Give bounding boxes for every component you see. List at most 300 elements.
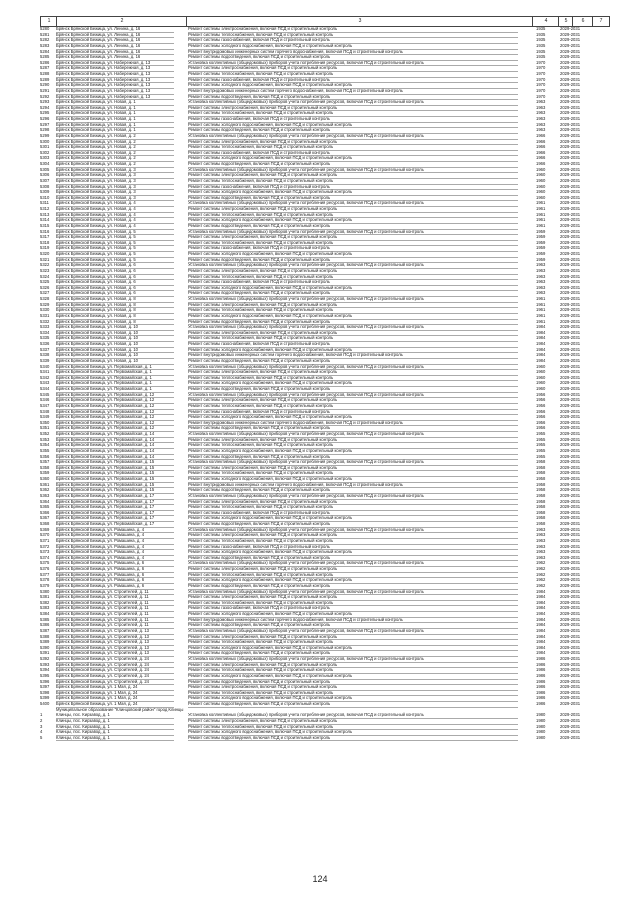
row-year: 1960 bbox=[536, 183, 546, 189]
row-year: 1962 bbox=[536, 577, 546, 583]
row-year: 1962 bbox=[536, 566, 546, 571]
row-address: Брянск Брянской Бежица, ул. Первомайская, д. 15 bbox=[56, 487, 174, 494]
row-work-type: Установка коллективных (общедомовых) приборов учета потребления ресурсов, включая ПСД и строительный контроль bbox=[188, 493, 518, 500]
row-work-type: Установка коллективных (общедомовых) приборов учета потребления ресурсов, включая ПСД и строительный контроль bbox=[188, 560, 518, 567]
row-number: 5321 bbox=[40, 256, 50, 262]
row-address: Брянск Брянской Бежица, ул. Первомайская, д. 1 bbox=[56, 380, 174, 387]
row-year: 1986 bbox=[536, 689, 546, 695]
row-address: Брянск Брянской Бежица, ул. Новая, д. 8 bbox=[56, 296, 174, 303]
row-period: 2029-2031 bbox=[560, 251, 581, 256]
row-period: 2029-2031 bbox=[560, 144, 581, 150]
row-address: Брянск Брянской Бежица, ул. Строителей, д. 13 bbox=[56, 634, 174, 641]
row-address: Брянск Брянской Бежица, ул. 1 Мая, д. 24 bbox=[56, 690, 174, 697]
row-year: 1984 bbox=[536, 594, 546, 600]
row-year: 1958 bbox=[536, 481, 546, 487]
row-work-type: Ремонт системы водоотведения, включая ПСД и строительный контроль bbox=[188, 701, 518, 708]
row-number: 5305 bbox=[40, 166, 50, 172]
row-work-type: Ремонт системы водоотведения, включая ПСД и строительный контроль bbox=[188, 195, 518, 202]
row-number: 5364 bbox=[40, 498, 50, 504]
row-address: Брянск Брянской Бежица, ул. Ленина, д. 16 bbox=[56, 54, 174, 61]
row-work-type: Ремонт системы электроснабжения, включая ПСД и строительный контроль bbox=[188, 268, 518, 275]
row-address: Брянск Брянской Бежица, ул. Первомайская, д. 12 bbox=[56, 414, 174, 421]
row-number: 5325 bbox=[40, 279, 50, 285]
row-work-type: Ремонт системы электроснабжения, включая ПСД и строительный контроль bbox=[188, 566, 518, 573]
row-period: 2029-2031 bbox=[560, 678, 581, 684]
row-period: 2029-2031 bbox=[560, 633, 581, 639]
row-number: 5390 bbox=[40, 644, 50, 650]
row-work-type: Ремонт системы холодного водоснабжения, включая ПСД и строительный контроль bbox=[188, 549, 518, 556]
row-work-type: Ремонт системы теплоснабжения, включая ПСД и строительный контроль bbox=[188, 178, 518, 185]
row-period: 2029-2031 bbox=[560, 492, 581, 498]
row-number: 5385 bbox=[40, 616, 50, 622]
row-work-type: Ремонт системы электроснабжения, включая ПСД и строительный контроль bbox=[188, 172, 518, 179]
row-address: Брянск Брянской Бежица, ул. Первомайская, д. 17 bbox=[56, 515, 174, 522]
row-work-type: Ремонт системы холодного водоснабжения, включая ПСД и строительный контроль bbox=[188, 285, 518, 292]
row-year: 1961 bbox=[536, 200, 546, 206]
row-year: 1959 bbox=[536, 239, 546, 245]
row-address: Брянск Брянской Бежица, ул. Набережная, д. 13 bbox=[56, 88, 174, 95]
row-year: 1960 bbox=[536, 172, 546, 178]
row-address: Брянск Брянской Бежица, ул. Ромашина, д. 4 bbox=[56, 527, 174, 534]
row-period: 2029-2031 bbox=[560, 386, 581, 391]
row-period: 2029-2031 bbox=[560, 71, 581, 76]
row-period: 2029-2031 bbox=[560, 571, 581, 577]
row-work-type: Ремонт системы водоотведения, включая ПСД и строительный контроль bbox=[188, 425, 518, 432]
row-year: 1960 bbox=[536, 374, 546, 380]
row-period: 2029-2031 bbox=[560, 149, 581, 155]
row-number: 5323 bbox=[40, 267, 50, 273]
row-period: 2029-2031 bbox=[560, 431, 581, 436]
row-work-type: Ремонт системы теплоснабжения, включая ПСД и строительный контроль bbox=[188, 572, 518, 579]
row-address: Брянск Брянской Бежица, ул. Новая, д. 6 bbox=[56, 290, 174, 297]
row-year: 1980 bbox=[536, 712, 546, 718]
row-number: 5353 bbox=[40, 436, 50, 442]
row-year: 1963 bbox=[536, 279, 546, 285]
row-period: 2029-2031 bbox=[560, 532, 581, 538]
row-number: 5338 bbox=[40, 352, 50, 358]
row-address: Брянск Брянской Бежица, ул. Первомайская, д. 14 bbox=[56, 448, 174, 455]
row-work-type: Ремонт системы электроснабжения, включая ПСД и строительный контроль bbox=[188, 369, 518, 376]
row-address: Брянск Брянской Бежица, ул. Новая, д. 6 bbox=[56, 279, 174, 286]
row-number: 4 bbox=[40, 729, 43, 735]
row-work-type: Ремонт системы газоснабжения, включая ПСД и строительный контроль bbox=[188, 544, 518, 551]
row-work-type: Ремонт системы теплоснабжения, включая ПСД и строительный контроль bbox=[188, 667, 518, 674]
row-address: Брянск Брянской Бежица, ул. 1 Мая, д. 24 bbox=[56, 695, 174, 702]
row-number: 5296 bbox=[40, 116, 50, 121]
row-number: 5327 bbox=[40, 290, 50, 296]
row-address: Брянск Брянской Бежица, ул. Первомайская, д. 14 bbox=[56, 454, 174, 461]
row-number: 5358 bbox=[40, 464, 50, 470]
row-number: 5335 bbox=[40, 335, 50, 341]
row-work-type: Ремонт системы газоснабжения, включая ПСД и строительный контроль bbox=[188, 77, 518, 84]
row-address: Брянск Брянской Бежица, ул. Первомайская, д. 15 bbox=[56, 459, 174, 466]
row-year: 1986 bbox=[536, 672, 546, 678]
row-period: 2029-2031 bbox=[560, 222, 581, 228]
row-year: 1963 bbox=[536, 104, 546, 110]
row-address: Муниципальное образование "Клинцовский район" город Клинцы bbox=[56, 706, 184, 712]
row-period: 2029-2031 bbox=[560, 425, 581, 431]
row-period: 2029-2031 bbox=[560, 194, 581, 200]
row-work-type: Установка коллективных (общедомовых) приборов учета потребления ресурсов, включая ПСД и строительный контроль bbox=[188, 229, 518, 236]
row-period: 2029-2031 bbox=[560, 459, 581, 465]
row-year: 1986 bbox=[536, 678, 546, 684]
row-year: 1966 bbox=[536, 132, 546, 138]
row-number: 5371 bbox=[40, 537, 50, 543]
row-period: 2029-2031 bbox=[560, 245, 581, 251]
row-work-type: Ремонт системы теплоснабжения, включая ПСД и строительный контроль bbox=[188, 504, 518, 511]
row-year: 1963 bbox=[536, 267, 546, 273]
row-work-type: Ремонт системы холодного водоснабжения, включая ПСД и строительный контроль bbox=[188, 189, 518, 196]
row-work-type: Установка коллективных (общедомовых) приборов учета потребления ресурсов, включая ПСД и строительный контроль bbox=[188, 459, 518, 466]
row-address: Клинцы, пос. Кирзавод, д. 1 bbox=[56, 724, 174, 731]
row-period: 2029-2031 bbox=[560, 284, 581, 290]
row-work-type: Ремонт системы электроснабжения, включая ПСД и строительный контроль bbox=[188, 634, 518, 641]
row-year: 1959 bbox=[536, 234, 546, 240]
row-year: 1958 bbox=[536, 521, 546, 526]
row-work-type: Ремонт системы водоотведения, включая ПСД и строительный контроль bbox=[188, 94, 518, 101]
row-period: 2029-2031 bbox=[560, 464, 581, 470]
row-address: Брянск Брянской Бежица, ул. Ромашина, д. 6 bbox=[56, 566, 174, 573]
row-period: 2029-2031 bbox=[560, 341, 581, 346]
row-period: 2029-2031 bbox=[560, 644, 581, 650]
row-work-type: Ремонт системы холодного водоснабжения, включая ПСД и строительный контроль bbox=[188, 729, 518, 736]
row-address: Брянск Брянской Бежица, ул. Новая, д. 8 bbox=[56, 307, 174, 314]
row-year: 1984 bbox=[536, 639, 546, 645]
row-address: Брянск Брянской Бежица, ул. Новая, д. 4 bbox=[56, 217, 174, 224]
row-work-type: Ремонт системы холодного водоснабжения, включая ПСД и строительный контроль bbox=[188, 515, 518, 522]
row-number: 5282 bbox=[40, 37, 50, 43]
row-period: 2029-2031 bbox=[560, 402, 581, 408]
row-number: 5333 bbox=[40, 324, 50, 330]
row-year: 1980 bbox=[536, 717, 546, 723]
row-work-type: Ремонт системы водоотведения, включая ПСД и строительный контроль bbox=[188, 622, 518, 629]
program-table bbox=[0, 26, 640, 740]
row-period: 2029-2031 bbox=[560, 121, 581, 127]
row-period: 2029-2031 bbox=[560, 65, 581, 71]
row-year: 1958 bbox=[536, 492, 546, 498]
row-number: 5312 bbox=[40, 206, 50, 211]
row-work-type: Ремонт системы холодного водоснабжения, включая ПСД и строительный контроль bbox=[188, 645, 518, 652]
row-address: Брянск Брянской Бежица, ул. Первомайская, д. 17 bbox=[56, 504, 174, 511]
row-work-type: Ремонт системы электроснабжения, включая ПСД и строительный контроль bbox=[188, 437, 518, 444]
row-number: 5319 bbox=[40, 245, 50, 251]
row-year: 1956 bbox=[536, 397, 546, 403]
row-address: Брянск Брянской Бежица, ул. Новая, д. 1 bbox=[56, 127, 174, 134]
row-number: 5367 bbox=[40, 515, 50, 521]
row-period: 2029-2031 bbox=[560, 256, 581, 262]
row-number: 5288 bbox=[40, 71, 50, 76]
row-period: 2029-2031 bbox=[560, 566, 581, 571]
row-period: 2029-2031 bbox=[560, 318, 581, 324]
row-year: 1961 bbox=[536, 211, 546, 217]
row-work-type bbox=[188, 707, 518, 708]
row-work-type: Установка коллективных (общедомовых) приборов учета потребления ресурсов, включая ПСД и строительный контроль bbox=[188, 656, 518, 663]
row-year: 1961 bbox=[536, 307, 546, 313]
row-period: 2029-2031 bbox=[560, 436, 581, 442]
row-year: 1958 bbox=[536, 459, 546, 465]
row-period: 2029-2031 bbox=[560, 605, 581, 611]
row-year: 1963 bbox=[536, 121, 546, 127]
row-work-type: Ремонт системы электроснабжения, включая ПСД и строительный контроль bbox=[188, 465, 518, 472]
row-number: 5287 bbox=[40, 65, 50, 71]
row-period: 2029-2031 bbox=[560, 588, 581, 594]
row-number: 5307 bbox=[40, 177, 50, 183]
row-year: 1955 bbox=[536, 447, 546, 453]
row-period: 2029-2031 bbox=[560, 279, 581, 285]
row-address: Брянск Брянской Бежица, ул. Ромашина, д. 6 bbox=[56, 577, 174, 584]
row-number: 5304 bbox=[40, 161, 50, 166]
row-address: Брянск Брянской Бежица, ул. Ленина, д. 16 bbox=[56, 49, 174, 56]
row-year: 1966 bbox=[536, 138, 546, 144]
row-period: 2029-2031 bbox=[560, 656, 581, 661]
row-number: 5331 bbox=[40, 312, 50, 318]
row-address: Брянск Брянской Бежица, ул. Набережная, д. 13 bbox=[56, 60, 174, 67]
row-work-type: Ремонт внутридомовых инженерных систем горячего водоснабжения, включая ПСД и строительный контроль bbox=[188, 49, 518, 56]
row-period: 2029-2031 bbox=[560, 99, 581, 105]
row-year: 1963 bbox=[536, 284, 546, 290]
row-work-type: Ремонт системы теплоснабжения, включая ПСД и строительный контроль bbox=[188, 144, 518, 151]
row-number: 5386 bbox=[40, 622, 50, 628]
row-address: Клинцы, пос. Кирзавод, д. 1 bbox=[56, 735, 174, 742]
row-address: Брянск Брянской Бежица, ул. Новая, д. 3 bbox=[56, 178, 174, 185]
row-number: 5350 bbox=[40, 419, 50, 425]
row-year: 1966 bbox=[536, 155, 546, 161]
row-period: 2029-2031 bbox=[560, 87, 581, 93]
row-work-type: Ремонт системы холодного водоснабжения, включая ПСД и строительный контроль bbox=[188, 122, 518, 129]
row-number: 5379 bbox=[40, 582, 50, 588]
row-number: 5290 bbox=[40, 82, 50, 88]
row-work-type: Ремонт системы теплоснабжения, включая ПСД и строительный контроль bbox=[188, 538, 518, 545]
row-year: 1963 bbox=[536, 532, 546, 538]
row-work-type: Ремонт системы водоотведения, включая ПСД и строительный контроль bbox=[188, 650, 518, 657]
row-year: 1984 bbox=[536, 341, 546, 346]
row-period: 2029-2031 bbox=[560, 262, 581, 268]
row-period: 2029-2031 bbox=[560, 155, 581, 161]
row-address: Брянск Брянской Бежица, ул. Новая, д. 1 bbox=[56, 116, 174, 123]
header-col-6: 6 bbox=[572, 16, 593, 27]
row-number: 5328 bbox=[40, 296, 50, 301]
row-work-type: Установка коллективных (общедомовых) приборов учета потребления ресурсов, включая ПСД и строительный контроль bbox=[188, 527, 518, 534]
row-number: 5376 bbox=[40, 566, 50, 571]
row-work-type: Установка коллективных (общедомовых) приборов учета потребления ресурсов, включая ПСД и строительный контроль bbox=[188, 60, 518, 67]
row-work-type: Ремонт системы водоотведения, включая ПСД и строительный контроль bbox=[188, 161, 518, 168]
row-number: 5326 bbox=[40, 284, 50, 290]
row-address: Брянск Брянской Бежица, ул. 1 Мая, д. 24 bbox=[56, 684, 174, 691]
row-address: Брянск Брянской Бежица, ул. Строителей, д. 11 bbox=[56, 605, 174, 612]
row-number: 5302 bbox=[40, 149, 50, 155]
row-address: Брянск Брянской Бежица, ул. Ромашина, д. 4 bbox=[56, 555, 174, 562]
row-year: 1959 bbox=[536, 256, 546, 262]
row-address: Брянск Брянской Бежица, ул. Новая, д. 3 bbox=[56, 184, 174, 191]
row-year: 1984 bbox=[536, 357, 546, 363]
row-year: 1959 bbox=[536, 245, 546, 251]
row-period: 2029-2031 bbox=[560, 521, 581, 526]
row-address: Брянск Брянской Бежица, ул. Первомайская, д. 17 bbox=[56, 493, 174, 500]
row-work-type: Ремонт системы холодного водоснабжения, включая ПСД и строительный контроль bbox=[188, 695, 518, 702]
table-row bbox=[0, 735, 640, 741]
row-year: 1984 bbox=[536, 611, 546, 616]
row-number: 5389 bbox=[40, 639, 50, 645]
row-number: 5311 bbox=[40, 200, 50, 206]
row-number: 5309 bbox=[40, 189, 50, 195]
row-year: 1970 bbox=[536, 59, 546, 65]
row-number: 5334 bbox=[40, 329, 50, 335]
row-work-type: Ремонт системы электроснабжения, включая ПСД и строительный контроль bbox=[188, 718, 518, 725]
row-address: Брянск Брянской Бежица, ул. Первомайская, д. 14 bbox=[56, 437, 174, 444]
row-address: Брянск Брянской Бежица, ул. Новая, д. 6 bbox=[56, 274, 174, 281]
row-work-type: Ремонт системы газоснабжения, включая ПСД и строительный контроль bbox=[188, 510, 518, 517]
row-period: 2029-2031 bbox=[560, 515, 581, 521]
row-work-type: Ремонт системы электроснабжения, включая ПСД и строительный контроль bbox=[188, 139, 518, 146]
row-address: Клинцы, пос. Кирзавод, д. 1 bbox=[56, 718, 174, 725]
row-number: 5314 bbox=[40, 217, 50, 223]
row-year: 1956 bbox=[536, 402, 546, 408]
row-period: 2029-2031 bbox=[560, 189, 581, 195]
row-period: 2029-2031 bbox=[560, 59, 581, 65]
row-year: 1960 bbox=[536, 363, 546, 369]
row-period: 2029-2031 bbox=[560, 470, 581, 476]
row-number: 5281 bbox=[40, 31, 50, 37]
row-address: Брянск Брянской Бежица, ул. Строителей, д. 11 bbox=[56, 611, 174, 618]
row-period: 2029-2031 bbox=[560, 54, 581, 60]
row-year: 1984 bbox=[536, 346, 546, 352]
row-address: Брянск Брянской Бежица, ул. Новая, д. 4 bbox=[56, 206, 174, 213]
row-period: 2029-2031 bbox=[560, 211, 581, 217]
row-work-type: Ремонт системы электроснабжения, включая ПСД и строительный контроль bbox=[188, 206, 518, 213]
row-number: 5399 bbox=[40, 695, 50, 701]
row-number: 5374 bbox=[40, 554, 50, 560]
row-period: 2029-2031 bbox=[560, 526, 581, 532]
row-number: 5299 bbox=[40, 132, 50, 138]
row-year: 1955 bbox=[536, 431, 546, 436]
row-address: Брянск Брянской Бежица, ул. Ромашина, д. 6 bbox=[56, 583, 174, 590]
row-work-type: Установка коллективных (общедомовых) приборов учета потребления ресурсов, включая ПСД и строительный контроль bbox=[188, 628, 518, 635]
row-work-type: Ремонт системы водоотведения, включая ПСД и строительный контроль bbox=[188, 583, 518, 590]
row-number: 5345 bbox=[40, 391, 50, 397]
row-number: 5283 bbox=[40, 42, 50, 48]
row-year: 1961 bbox=[536, 318, 546, 324]
row-work-type: Ремонт системы холодного водоснабжения, включая ПСД и строительный контроль bbox=[188, 43, 518, 50]
row-year: 1959 bbox=[536, 251, 546, 256]
row-address: Брянск Брянской Бежица, ул. Ромашина, д. 4 bbox=[56, 544, 174, 551]
row-year: 1963 bbox=[536, 554, 546, 560]
row-period: 2029-2031 bbox=[560, 239, 581, 245]
row-year: 1970 bbox=[536, 87, 546, 93]
row-work-type: Ремонт системы электроснабжения, включая ПСД и строительный контроль bbox=[188, 532, 518, 539]
row-work-type: Ремонт системы электроснабжения, включая ПСД и строительный контроль bbox=[188, 662, 518, 669]
row-number: 5393 bbox=[40, 661, 50, 667]
row-work-type: Установка коллективных (общедомовых) приборов учета потребления ресурсов, включая ПСД и строительный контроль bbox=[188, 324, 518, 331]
row-address: Брянск Брянской Бежица, ул. Новая, д. 6 bbox=[56, 262, 174, 269]
row-number: 5308 bbox=[40, 183, 50, 189]
row-work-type: Ремонт системы водоотведения, включая ПСД и строительный контроль bbox=[188, 386, 518, 393]
row-work-type: Ремонт системы теплоснабжения, включая ПСД и строительный контроль bbox=[188, 274, 518, 281]
row-work-type: Ремонт системы водоотведения, включая ПСД и строительный контроль bbox=[188, 358, 518, 365]
row-year: 1961 bbox=[536, 301, 546, 307]
row-number: 5351 bbox=[40, 425, 50, 431]
row-year: 1962 bbox=[536, 560, 546, 566]
row-year: 1935 bbox=[536, 31, 546, 37]
row-period: 2029-2031 bbox=[560, 701, 581, 706]
row-address: Брянск Брянской Бежица, ул. Новая, д. 6 bbox=[56, 285, 174, 292]
row-year: 1970 bbox=[536, 71, 546, 76]
row-work-type: Ремонт системы газоснабжения, включая ПСД и строительный контроль bbox=[188, 341, 518, 348]
row-number: 5395 bbox=[40, 672, 50, 678]
row-period: 2029-2031 bbox=[560, 672, 581, 678]
row-year: 1959 bbox=[536, 228, 546, 234]
row-address: Брянск Брянской Бежица, ул. Новая, д. 3 bbox=[56, 189, 174, 196]
row-period: 2029-2031 bbox=[560, 228, 581, 234]
row-number: 5384 bbox=[40, 611, 50, 616]
row-address: Брянск Брянской Бежица, ул. Новая, д. 4 bbox=[56, 212, 174, 219]
row-work-type: Установка коллективных (общедомовых) приборов учета потребления ресурсов, включая ПСД и строительный контроль bbox=[188, 392, 518, 399]
row-work-type: Ремонт системы теплоснабжения, включая ПСД и строительный контроль bbox=[188, 639, 518, 646]
row-address: Брянск Брянской Бежица, ул. Новая, д. 3 bbox=[56, 195, 174, 202]
row-number: 5336 bbox=[40, 341, 50, 346]
row-period: 2029-2031 bbox=[560, 723, 581, 729]
row-period: 2029-2031 bbox=[560, 217, 581, 223]
row-year: 1984 bbox=[536, 644, 546, 650]
row-work-type: Ремонт внутридомовых инженерных систем горячего водоснабжения, включая ПСД и строительный контроль bbox=[188, 482, 518, 489]
row-address: Брянск Брянской Бежица, ул. Ромашина, д. 4 bbox=[56, 549, 174, 556]
row-period: 2029-2031 bbox=[560, 324, 581, 330]
row-work-type: Ремонт системы электроснабжения, включая ПСД и строительный контроль bbox=[188, 499, 518, 506]
row-number: 5372 bbox=[40, 543, 50, 549]
row-year: 1956 bbox=[536, 419, 546, 425]
row-number: 5369 bbox=[40, 526, 50, 532]
row-number: 5354 bbox=[40, 442, 50, 448]
row-year: 1986 bbox=[536, 667, 546, 673]
row-year: 1956 bbox=[536, 414, 546, 420]
header-col-4: 4 bbox=[532, 16, 559, 27]
row-work-type: Ремонт системы газоснабжения, включая ПСД и строительный контроль bbox=[188, 409, 518, 416]
row-year: 1958 bbox=[536, 470, 546, 476]
row-year: 1958 bbox=[536, 509, 546, 515]
row-address: Брянск Брянской Бежица, ул. Первомайская, д. 1 bbox=[56, 364, 174, 371]
row-address: Брянск Брянской Бежица, ул. Строителей, д. 13 bbox=[56, 650, 174, 657]
row-number: 5396 bbox=[40, 678, 50, 684]
row-address: Брянск Брянской Бежица, ул. Первомайская, д. 12 bbox=[56, 425, 174, 432]
row-period: 2029-2031 bbox=[560, 537, 581, 543]
row-work-type: Ремонт системы электроснабжения, включая ПСД и строительный контроль bbox=[188, 105, 518, 112]
row-address: Брянск Брянской Бежица, ул. Новая, д. 4 bbox=[56, 200, 174, 207]
row-year: 1984 bbox=[536, 335, 546, 341]
row-period: 2029-2031 bbox=[560, 116, 581, 121]
row-year: 1984 bbox=[536, 627, 546, 633]
row-period: 2029-2031 bbox=[560, 616, 581, 622]
row-year: 1955 bbox=[536, 442, 546, 448]
row-work-type: Ремонт системы водоотведения, включая ПСД и строительный контроль bbox=[188, 679, 518, 686]
row-number: 5286 bbox=[40, 59, 50, 65]
row-period: 2029-2031 bbox=[560, 82, 581, 88]
row-number: 3 bbox=[40, 723, 43, 729]
row-year: 1960 bbox=[536, 166, 546, 172]
row-work-type: Ремонт системы водоотведения, включая ПСД и строительный контроль bbox=[188, 555, 518, 562]
row-period: 2029-2031 bbox=[560, 329, 581, 335]
row-work-type: Ремонт системы теплоснабжения, включая ПСД и строительный контроль bbox=[188, 335, 518, 342]
row-address: Брянск Брянской Бежица, ул. Новая, д. 1 bbox=[56, 105, 174, 112]
row-address: Брянск Брянской Бежица, ул. Первомайская, д. 17 bbox=[56, 521, 174, 528]
row-number: 5360 bbox=[40, 476, 50, 481]
row-year: 1956 bbox=[536, 425, 546, 431]
row-number: 5292 bbox=[40, 93, 50, 99]
row-number: 5363 bbox=[40, 492, 50, 498]
row-address: Брянск Брянской Бежица, ул. Новая, д. 10 bbox=[56, 347, 174, 354]
row-work-type: Ремонт системы газоснабжения, включая ПСД и строительный контроль bbox=[188, 279, 518, 286]
row-work-type: Ремонт системы холодного водоснабжения, включая ПСД и строительный контроль bbox=[188, 347, 518, 354]
row-period: 2029-2031 bbox=[560, 391, 581, 397]
row-period: 2029-2031 bbox=[560, 717, 581, 723]
